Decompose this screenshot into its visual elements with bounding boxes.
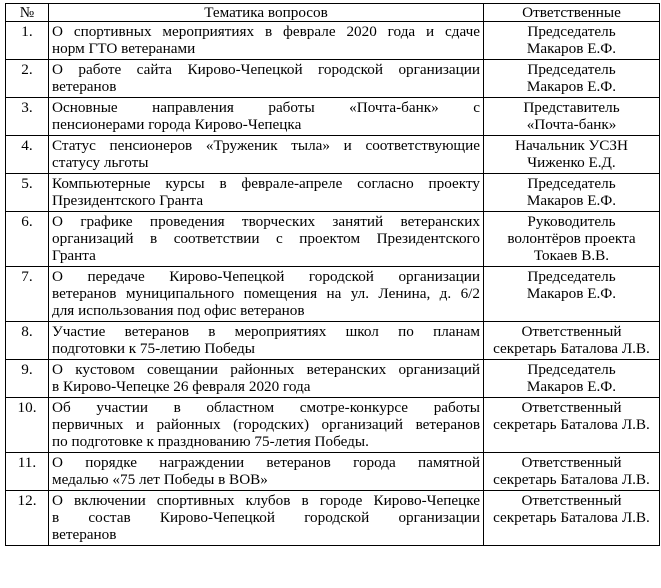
- row-topic: [49, 491, 484, 546]
- topic-line: медалью «75 лет Победы в ВОВ»: [52, 471, 268, 488]
- row-responsible: [484, 491, 660, 546]
- header-num: №: [6, 4, 49, 22]
- responsible-line: Ответственный: [521, 454, 622, 471]
- topic-line: Президентского Гранта: [52, 192, 204, 209]
- responsible-line: Макаров Е.Ф.: [526, 378, 617, 395]
- topic-line: Гранта: [52, 247, 96, 264]
- topic-line: О графике проведения творческих занятий ветеранских: [52, 213, 480, 230]
- row-topic: [49, 212, 484, 267]
- responsible-line: Макаров Е.Ф.: [526, 78, 617, 95]
- topic-line: первичных и районных (городских) организаций ветеранов: [52, 416, 480, 433]
- row-responsible: [484, 322, 660, 360]
- topic-line: пенсионерами города Кирово-Чепецка: [52, 116, 302, 133]
- row-responsible: [484, 212, 660, 267]
- responsible-line: секретарь Баталова Л.В.: [493, 416, 650, 433]
- table-row: [6, 360, 660, 398]
- row-number: 7.: [6, 267, 49, 322]
- table-row: [6, 136, 660, 174]
- responsible-line: Председатель: [527, 268, 616, 285]
- responsible-line: Председатель: [527, 175, 616, 192]
- row-number: 4.: [6, 136, 49, 174]
- row-topic: [49, 22, 484, 60]
- topic-line: О спортивных мероприятиях в феврале 2020 года и сдаче: [52, 23, 480, 40]
- topic-line: Компьютерные курсы в феврале-апреле согласно проекту: [52, 175, 480, 192]
- topic-line: норм ГТО ветеранами: [52, 40, 196, 57]
- row-number: 2.: [6, 60, 49, 98]
- responsible-line: Ответственный: [521, 323, 622, 340]
- row-number: 9.: [6, 360, 49, 398]
- topic-line: О включении спортивных клубов в городе Кирово-Чепецке: [52, 492, 480, 509]
- row-topic: [49, 174, 484, 212]
- responsible-line: Токаев В.В.: [533, 247, 610, 264]
- row-topic: [49, 322, 484, 360]
- topic-line: по подготовке к празднованию 75-летия Победы.: [52, 433, 369, 450]
- row-number: 6.: [6, 212, 49, 267]
- responsible-line: секретарь Баталова Л.В.: [493, 509, 650, 526]
- row-responsible: [484, 360, 660, 398]
- row-topic: [49, 398, 484, 453]
- topic-line: Об участии в областном смотре-конкурсе работы: [52, 399, 480, 416]
- responsible-line: Председатель: [527, 61, 616, 78]
- table-row: [6, 60, 660, 98]
- row-number: 8.: [6, 322, 49, 360]
- row-number: 3.: [6, 98, 49, 136]
- table-header: [6, 4, 660, 22]
- row-number: 12.: [6, 491, 49, 546]
- responsible-line: Начальник УСЗН: [514, 137, 628, 154]
- topic-line: О передаче Кирово-Чепецкой городской организации: [52, 268, 480, 285]
- row-responsible: [484, 98, 660, 136]
- topic-line: Основные направления работы «Почта-банк» с: [52, 99, 480, 116]
- row-topic: [49, 360, 484, 398]
- row-responsible: [484, 174, 660, 212]
- responsible-line: Макаров Е.Ф.: [526, 285, 617, 302]
- header-responsible: Ответственные: [484, 4, 660, 22]
- topic-line: О порядке награждении ветеранов города памятной: [52, 454, 480, 471]
- topic-line: О работе сайта Кирово-Чепецкой городской организации: [52, 61, 480, 78]
- topic-line: ветеранов: [52, 526, 117, 543]
- row-topic: [49, 98, 484, 136]
- row-responsible: [484, 22, 660, 60]
- responsible-line: Макаров Е.Ф.: [526, 40, 617, 57]
- table-row: [6, 322, 660, 360]
- table-row: [6, 212, 660, 267]
- topic-line: ветеранов: [52, 78, 117, 95]
- row-number: 5.: [6, 174, 49, 212]
- row-topic: [49, 453, 484, 491]
- row-responsible: [484, 136, 660, 174]
- topic-line: организаций в соответствии с проектом Президентского: [52, 230, 480, 247]
- responsible-line: Чиженко Е.Д.: [527, 154, 616, 171]
- responsible-line: Руководитель: [527, 213, 616, 230]
- responsible-line: Председатель: [527, 23, 616, 40]
- header-topic: Тематика вопросов: [49, 4, 484, 22]
- topic-line: статусу льготы: [52, 154, 149, 171]
- responsible-line: «Почта-банк»: [526, 116, 617, 133]
- table-row: [6, 398, 660, 453]
- table-row: [6, 453, 660, 491]
- responsible-line: Ответственный: [521, 492, 622, 509]
- table-row: [6, 491, 660, 546]
- topic-line: Статус пенсионеров «Труженик тыла» и соответствующие: [52, 137, 480, 154]
- topic-line: в Кирово-Чепецке 26 февраля 2020 года: [52, 378, 311, 395]
- agenda-table: [5, 3, 660, 546]
- row-topic: [49, 136, 484, 174]
- topic-line: для использования под офис ветеранов: [52, 302, 305, 319]
- topic-line: ветеранов муниципального помещения на ул. Ленина, д. 6/2: [52, 285, 480, 302]
- table-row: [6, 267, 660, 322]
- row-topic: [49, 267, 484, 322]
- row-responsible: [484, 60, 660, 98]
- table-row: [6, 98, 660, 136]
- table-row: [6, 174, 660, 212]
- row-number: 11.: [6, 453, 49, 491]
- responsible-line: Ответственный: [521, 399, 622, 416]
- topic-line: О кустовом совещании районных ветеранских организаций: [52, 361, 480, 378]
- responsible-line: Председатель: [527, 361, 616, 378]
- responsible-line: секретарь Баталова Л.В.: [493, 340, 650, 357]
- responsible-line: Представитель: [523, 99, 620, 116]
- row-responsible: [484, 453, 660, 491]
- row-topic: [49, 60, 484, 98]
- table-row: [6, 22, 660, 60]
- row-number: 1.: [6, 22, 49, 60]
- responsible-line: волонтёров проекта: [507, 230, 636, 247]
- topic-line: Участие ветеранов в мероприятиях школ по планам: [52, 323, 480, 340]
- topic-line: в состав Кирово-Чепецкой городской организации: [52, 509, 480, 526]
- responsible-line: секретарь Баталова Л.В.: [493, 471, 650, 488]
- row-responsible: [484, 267, 660, 322]
- header-row: [6, 4, 660, 22]
- row-responsible: [484, 398, 660, 453]
- table-body: [6, 22, 660, 546]
- row-number: 10.: [6, 398, 49, 453]
- responsible-line: Макаров Е.Ф.: [526, 192, 617, 209]
- topic-line: подготовки к 75-летию Победы: [52, 340, 255, 357]
